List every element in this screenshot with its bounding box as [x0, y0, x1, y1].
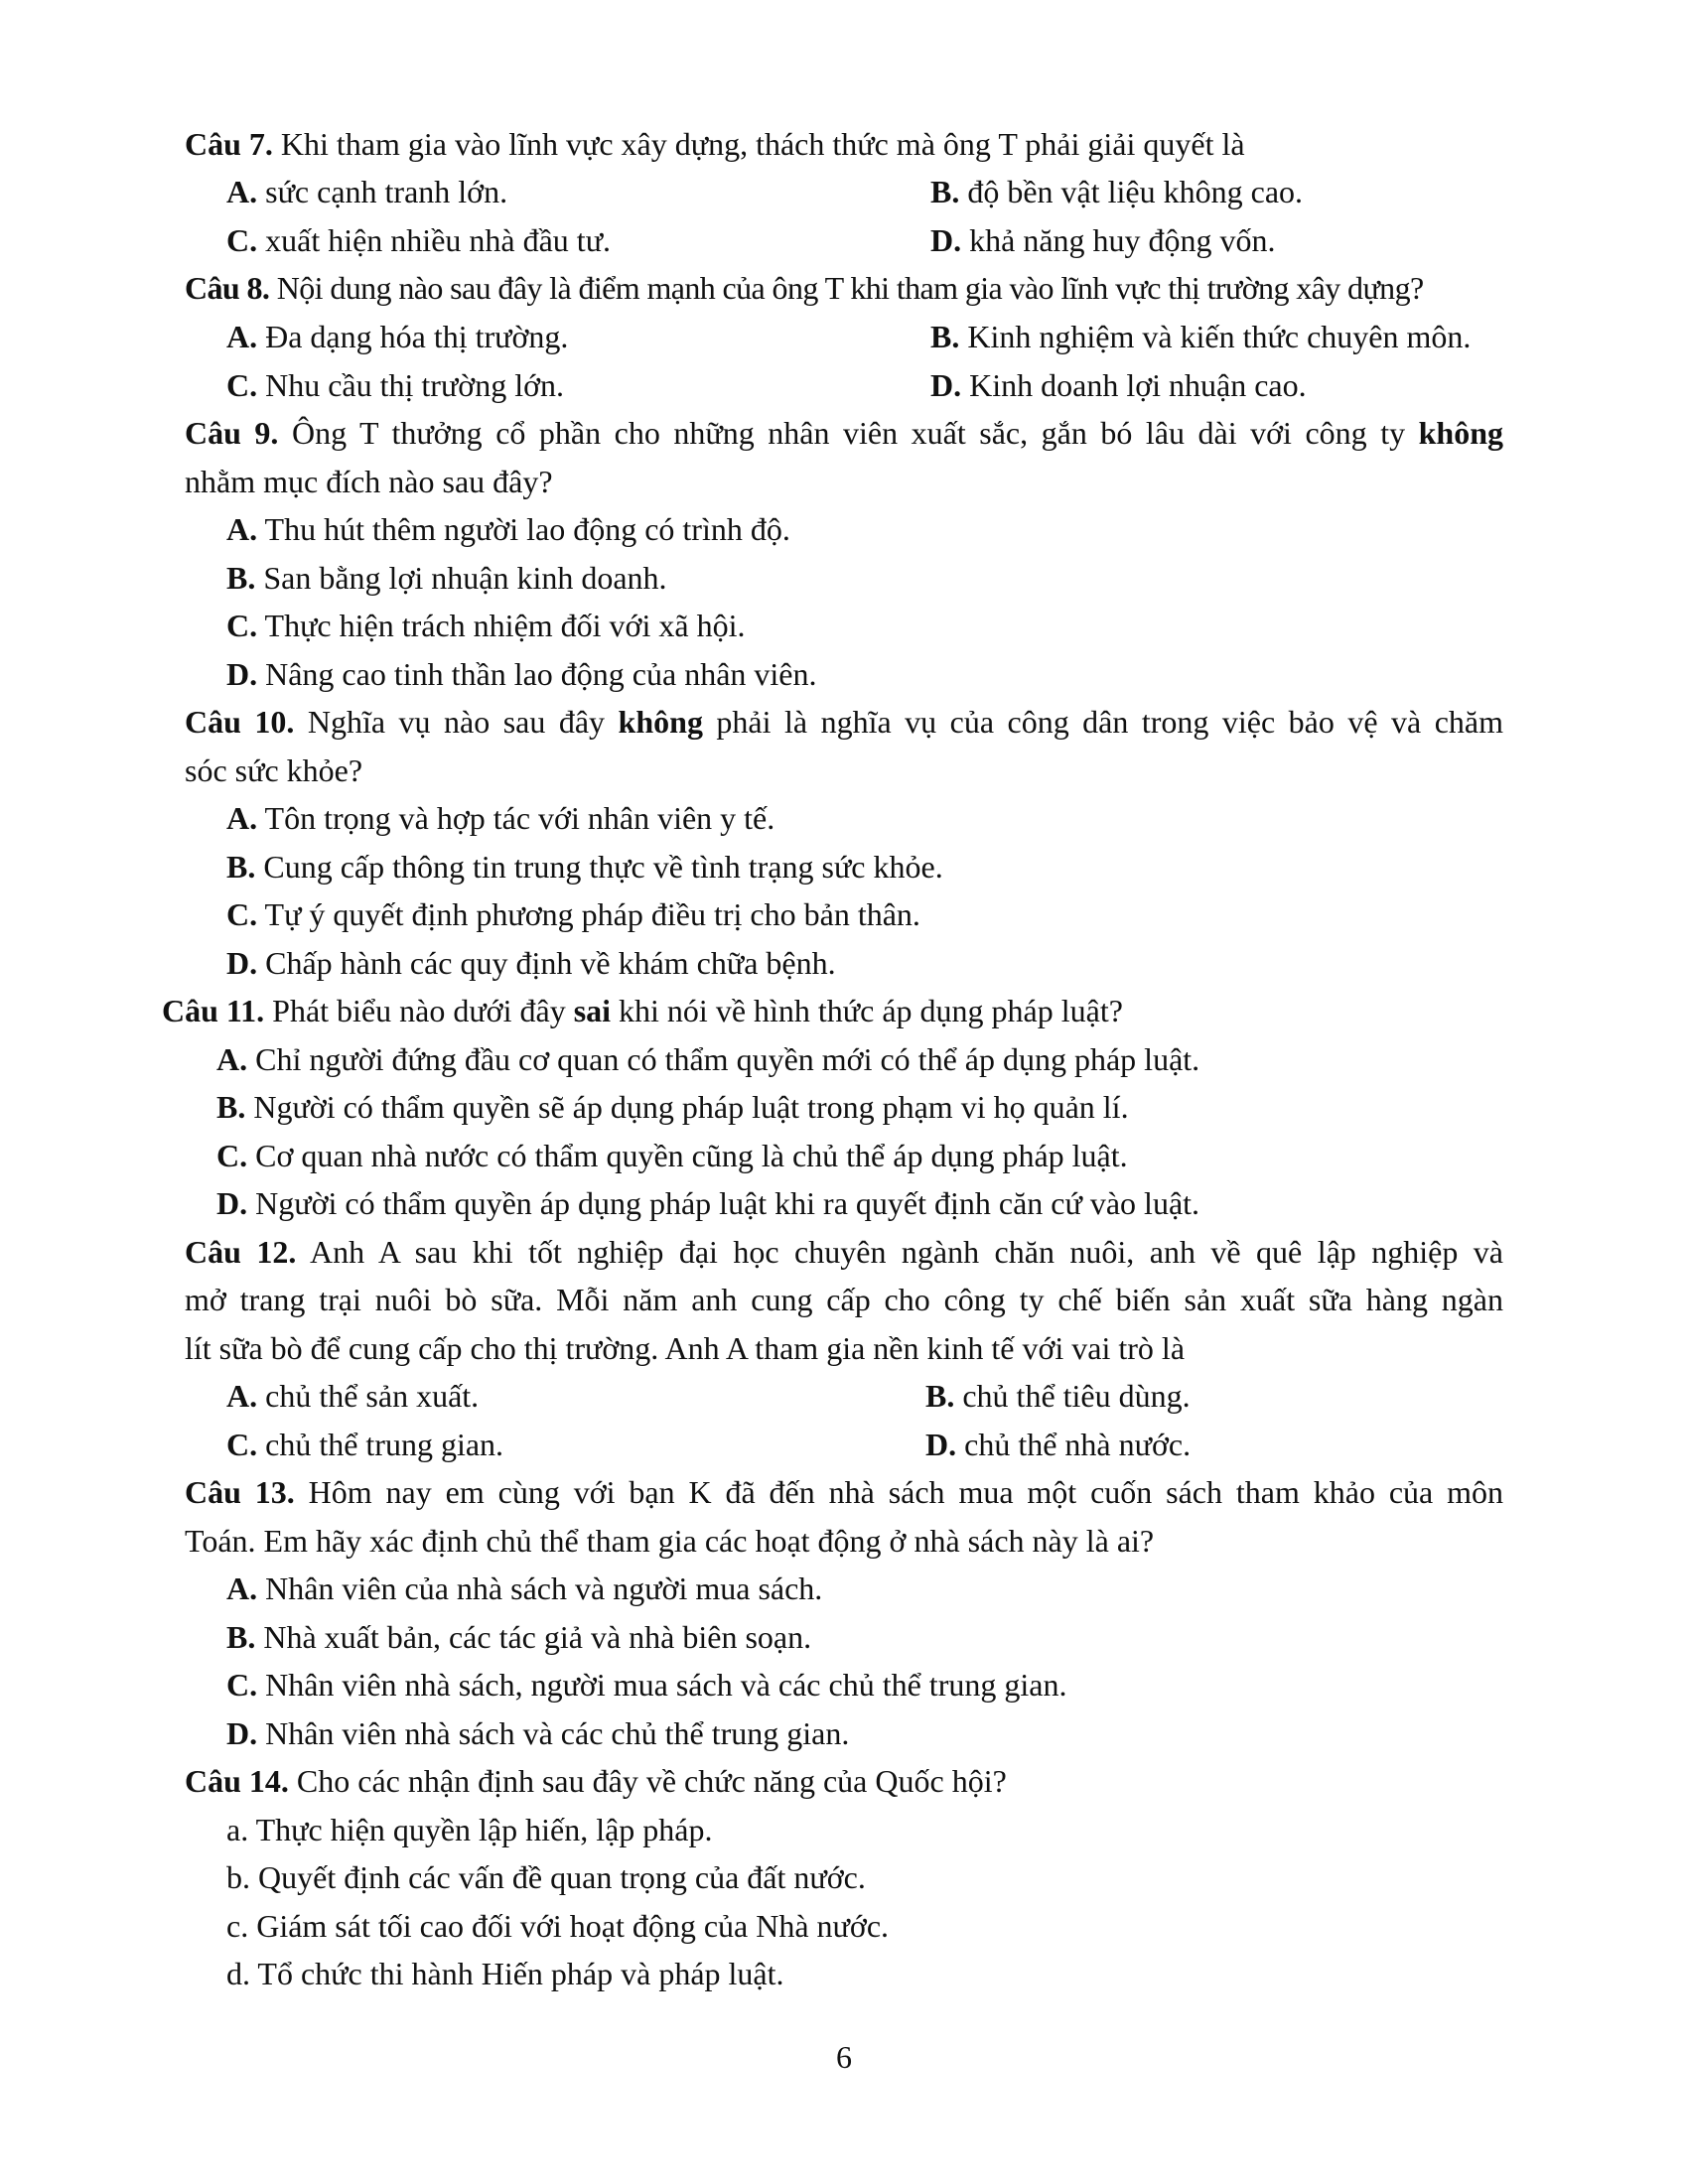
- question-13-option-c: C. Nhân viên nhà sách, người mua sách và các chủ thể trung gian.: [226, 1667, 1067, 1703]
- question-10-stem-cont: sóc sức khỏe?: [185, 752, 363, 788]
- question-7-stem: Câu 7. Khi tham gia vào lĩnh vực xây dựng, thách thức mà ông T phải giải quyết là: [185, 126, 1245, 162]
- emphasis-khong: không: [1418, 415, 1504, 451]
- question-11-option-d: D. Người có thẩm quyền áp dụng pháp luật khi ra quyết định căn cứ vào luật.: [216, 1185, 1200, 1221]
- question-10-label: Câu 10.: [185, 704, 295, 740]
- question-8-option-b: B. Kinh nghiệm và kiến thức chuyên môn.: [930, 319, 1472, 354]
- question-10-stem: Câu 10. Nghĩa vụ nào sau đây không phải là nghĩa vụ của công dân trong việc bảo vệ và chăm: [185, 704, 1504, 740]
- question-8-option-c: C. Nhu cầu thị trường lớn.: [226, 367, 565, 403]
- question-14-statement-d: d. Tổ chức thi hành Hiến pháp và pháp luật.: [226, 1956, 784, 1991]
- question-8-option-a: A. Đa dạng hóa thị trường.: [226, 319, 569, 354]
- question-7-option-a: A. sức cạnh tranh lớn.: [226, 174, 508, 209]
- question-14-statement-b: b. Quyết định các vấn đề quan trọng của đất nước.: [226, 1859, 866, 1895]
- emphasis-khong: không: [618, 704, 703, 740]
- question-13-option-a: A. Nhân viên của nhà sách và người mua sách.: [226, 1570, 823, 1606]
- question-13-option-d: D. Nhân viên nhà sách và các chủ thể trung gian.: [226, 1715, 850, 1751]
- question-12-stem-line-3: lít sữa bò để cung cấp cho thị trường. Anh A tham gia nền kinh tế với vai trò là: [185, 1330, 1186, 1366]
- question-9-option-a: A. Thu hút thêm người lao động có trình độ.: [226, 511, 790, 547]
- question-14-statement-a: a. Thực hiện quyền lập hiến, lập pháp.: [226, 1812, 713, 1847]
- question-9-stem-cont: nhằm mục đích nào sau đây?: [185, 464, 553, 499]
- question-14-label: Câu 14.: [185, 1763, 289, 1799]
- question-12-option-a: A. chủ thể sản xuất.: [226, 1378, 480, 1414]
- question-10-option-d: D. Chấp hành các quy định về khám chữa bệnh.: [226, 945, 836, 981]
- question-9-label: Câu 9.: [185, 415, 279, 451]
- question-8-stem: Câu 8. Nội dung nào sau đây là điểm mạnh của ông T khi tham gia vào lĩnh vực thị trường xây dựng?: [185, 270, 1424, 306]
- question-10-option-c: C. Tự ý quyết định phương pháp điều trị cho bản thân.: [226, 896, 920, 932]
- question-12-label: Câu 12.: [185, 1234, 297, 1270]
- question-11-option-c: C. Cơ quan nhà nước có thẩm quyền cũng là chủ thể áp dụng pháp luật.: [216, 1138, 1128, 1173]
- question-9-option-c: C. Thực hiện trách nhiệm đối với xã hội.: [226, 608, 746, 643]
- question-12-option-b: B. chủ thể tiêu dùng.: [925, 1378, 1191, 1414]
- question-10-option-a: A. Tôn trọng và hợp tác với nhân viên y tế.: [226, 800, 775, 836]
- question-11-option-a: A. Chỉ người đứng đầu cơ quan có thẩm quyền mới có thể áp dụng pháp luật.: [216, 1041, 1200, 1077]
- question-10-option-b: B. Cung cấp thông tin trung thực về tình trạng sức khỏe.: [226, 849, 943, 885]
- page-number: 6: [836, 2039, 852, 2075]
- question-7-option-d: D. khả năng huy động vốn.: [930, 222, 1276, 258]
- question-13-label: Câu 13.: [185, 1474, 295, 1510]
- question-9-option-b: B. San bằng lợi nhuận kinh doanh.: [226, 560, 667, 596]
- question-8-option-d: D. Kinh doanh lợi nhuận cao.: [930, 367, 1307, 403]
- question-11-stem: Câu 11. Phát biểu nào dưới đây sai khi nói về hình thức áp dụng pháp luật?: [162, 993, 1123, 1028]
- question-12-stem-line-2: mở trang trại nuôi bò sữa. Mỗi năm anh cung cấp cho công ty chế biến sản xuất sữa hàng ngàn: [185, 1282, 1503, 1317]
- question-13-stem-cont: Toán. Em hãy xác định chủ thể tham gia các hoạt động ở nhà sách này là ai?: [185, 1523, 1155, 1559]
- question-13-stem: Câu 13. Hôm nay em cùng với bạn K đã đến nhà sách mua một cuốn sách tham khảo của môn: [185, 1474, 1504, 1510]
- question-12-stem: Câu 12. Anh A sau khi tốt nghiệp đại học chuyên ngành chăn nuôi, anh về quê lập nghiệp và: [185, 1234, 1504, 1270]
- question-11-label: Câu 11.: [162, 993, 265, 1028]
- emphasis-sai: sai: [573, 993, 612, 1028]
- question-7-option-c: C. xuất hiện nhiều nhà đầu tư.: [226, 222, 612, 258]
- question-9-option-d: D. Nâng cao tinh thần lao động của nhân viên.: [226, 656, 817, 692]
- question-12-option-d: D. chủ thể nhà nước.: [925, 1427, 1192, 1462]
- question-9-stem: Câu 9. Ông T thưởng cổ phần cho những nhân viên xuất sắc, gắn bó lâu dài với công ty không: [185, 415, 1504, 451]
- question-14-statement-c: c. Giám sát tối cao đối với hoạt động của Nhà nước.: [226, 1908, 890, 1944]
- question-13-option-b: B. Nhà xuất bản, các tác giả và nhà biên soạn.: [226, 1619, 812, 1655]
- question-12-option-c: C. chủ thể trung gian.: [226, 1427, 504, 1462]
- question-8-label: Câu 8.: [185, 270, 270, 306]
- question-7-label: Câu 7.: [185, 126, 273, 162]
- question-14-stem: Câu 14. Cho các nhận định sau đây về chức năng của Quốc hội?: [185, 1763, 1007, 1799]
- question-7-option-b: B. độ bền vật liệu không cao.: [930, 174, 1304, 209]
- question-11-option-b: B. Người có thẩm quyền sẽ áp dụng pháp luật trong phạm vi họ quản lí.: [216, 1089, 1129, 1125]
